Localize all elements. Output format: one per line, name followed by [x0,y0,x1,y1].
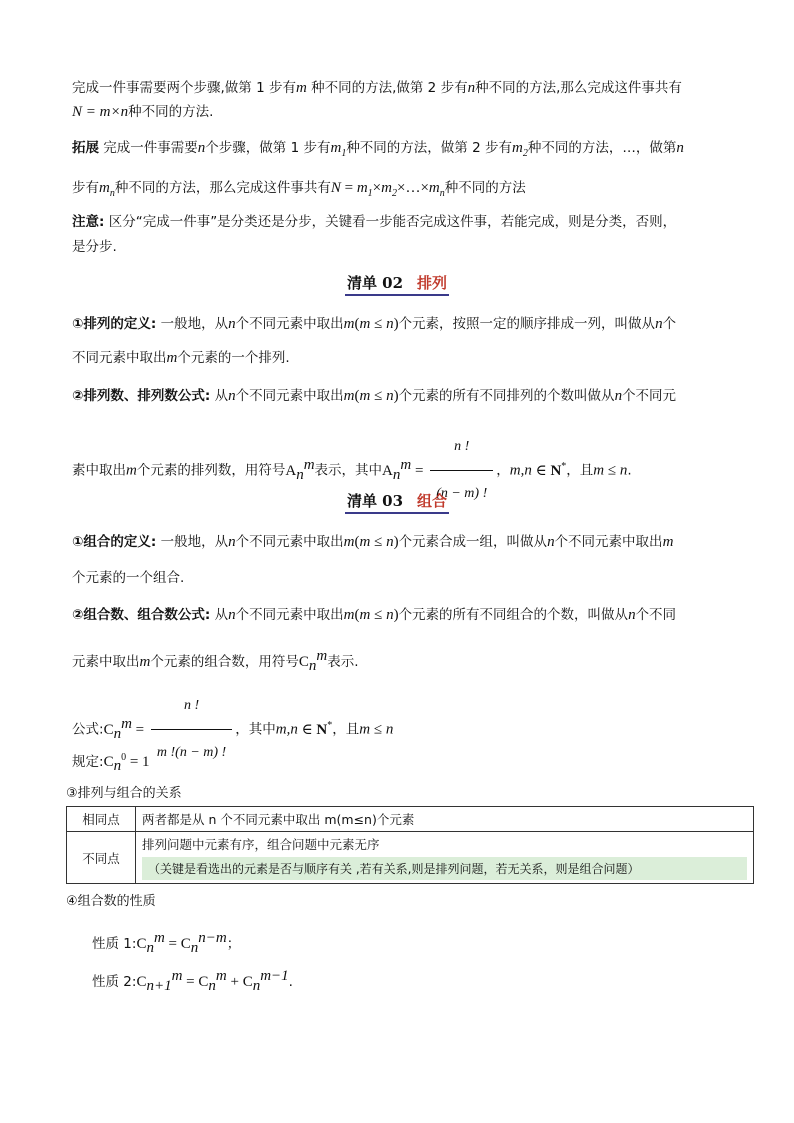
table-row [67,807,754,832]
note-line2: 是分步. [72,239,117,255]
comb-num-line1: ②组合数、组合数公式: 从n个不同元素中取出m(m ≤ n)个元素的所有不同组合的个数，叫做从n个不同 [72,607,677,623]
relation-title: ③排列与组合的关系 [66,786,182,801]
perm-num-line1: ②排列数、排列数公式: 从n个不同元素中取出m(m ≤ n)个元素的所有不同排列的个数叫做从n个不同元 [72,388,677,404]
rule2-line2: N = m×n种不同的方法. [72,104,214,120]
property-2: 性质 $2:C_{n+1}^m = C_n^m + C_n^{m-1}$. [92,968,293,994]
diff-text: 排列问题中元素有序，组合问题中元素无序 [142,837,380,852]
comb-formula-fraction: $\frac{n !}{m !(n - m) !}$ [151,685,232,774]
comb-num-line2: 元素中取出m个元素的组合数，用符号$C_n^m$表示. [72,648,359,674]
properties-title: ④组合数的性质 [66,894,156,909]
note-line1: 注意: 区分“完成一件事”是分类还是分步，关键看一步能否完成这件事，若能完成，则是分类，否则， [72,214,677,230]
section-02-heading: 清单 02 排列 [0,272,794,296]
diff-note: （关键是看选出的元素是否与顺序有关 ,若有关系,则是排列问题，若无关系，则是组合问题） [142,857,747,880]
diff-label: 不同点 [67,832,136,884]
perm-formula-fraction: $\frac{n !}{(n - m) !}$ [430,426,493,515]
product-formula: N = m×n [72,104,129,120]
comb-def-line1: ①组合的定义: 一般地，从n个不同元素中取出m(m ≤ n)个元素合成一组，叫做从n个不同元素中取出m [72,534,674,550]
extension-line1: 拓展 完成一件事需要n个步骤，做第 1 步有$m_1$种不同的方法，做第 2 步有$m_2$种不同的方法，…，做第n [72,140,684,159]
perm-def-line2: 不同元素中取出m个元素的一个排列. [72,350,290,366]
rule2-line1: 完成一件事需要两个步骤,做第 1 步有m 种不同的方法,做第 2 步有n种不同的方法,那么完成这件事共有 [72,80,682,96]
perm-def-line1: ①排列的定义: 一般地，从n个不同元素中取出m(m ≤ n)个元素，按照一定的顺序排成一列，叫做从n个 [72,316,677,332]
comb-formula-line: 公式$:C_n^m$ = $\frac{n !}{m !(n - m) !}$ ，其中m,n ∈ N*，且m ≤ n [72,685,393,774]
table-row [67,832,754,884]
relation-table [66,806,754,884]
comb-rule-line: 规定$:C_n^0 = 1$ [72,752,150,774]
section-03-heading: 清单 03 组合 [0,490,794,514]
same-text: 两者都是从 n 个不同元素中取出 m(m≤n)个元素 [136,807,754,832]
same-label: 相同点 [67,807,136,832]
extension-line2: 步有$m_n$种不同的方法，那么完成这件事共有$N = m_1\times m_2\times\dots\times m_n$种不同的方法 [72,180,526,199]
comb-def-line2: 个元素的一个组合. [72,570,185,586]
perm-num-line2: 素中取出m个元素的排列数，用符号$A_n^m$表示，其中$A_n^m$ = $\frac{n !}{(n - m) !}$ ，m,n ∈ N*，且m ≤ n. [72,426,632,515]
property-1: 性质 $1:C_n^m = C_n^{n-m}$； [92,930,241,956]
